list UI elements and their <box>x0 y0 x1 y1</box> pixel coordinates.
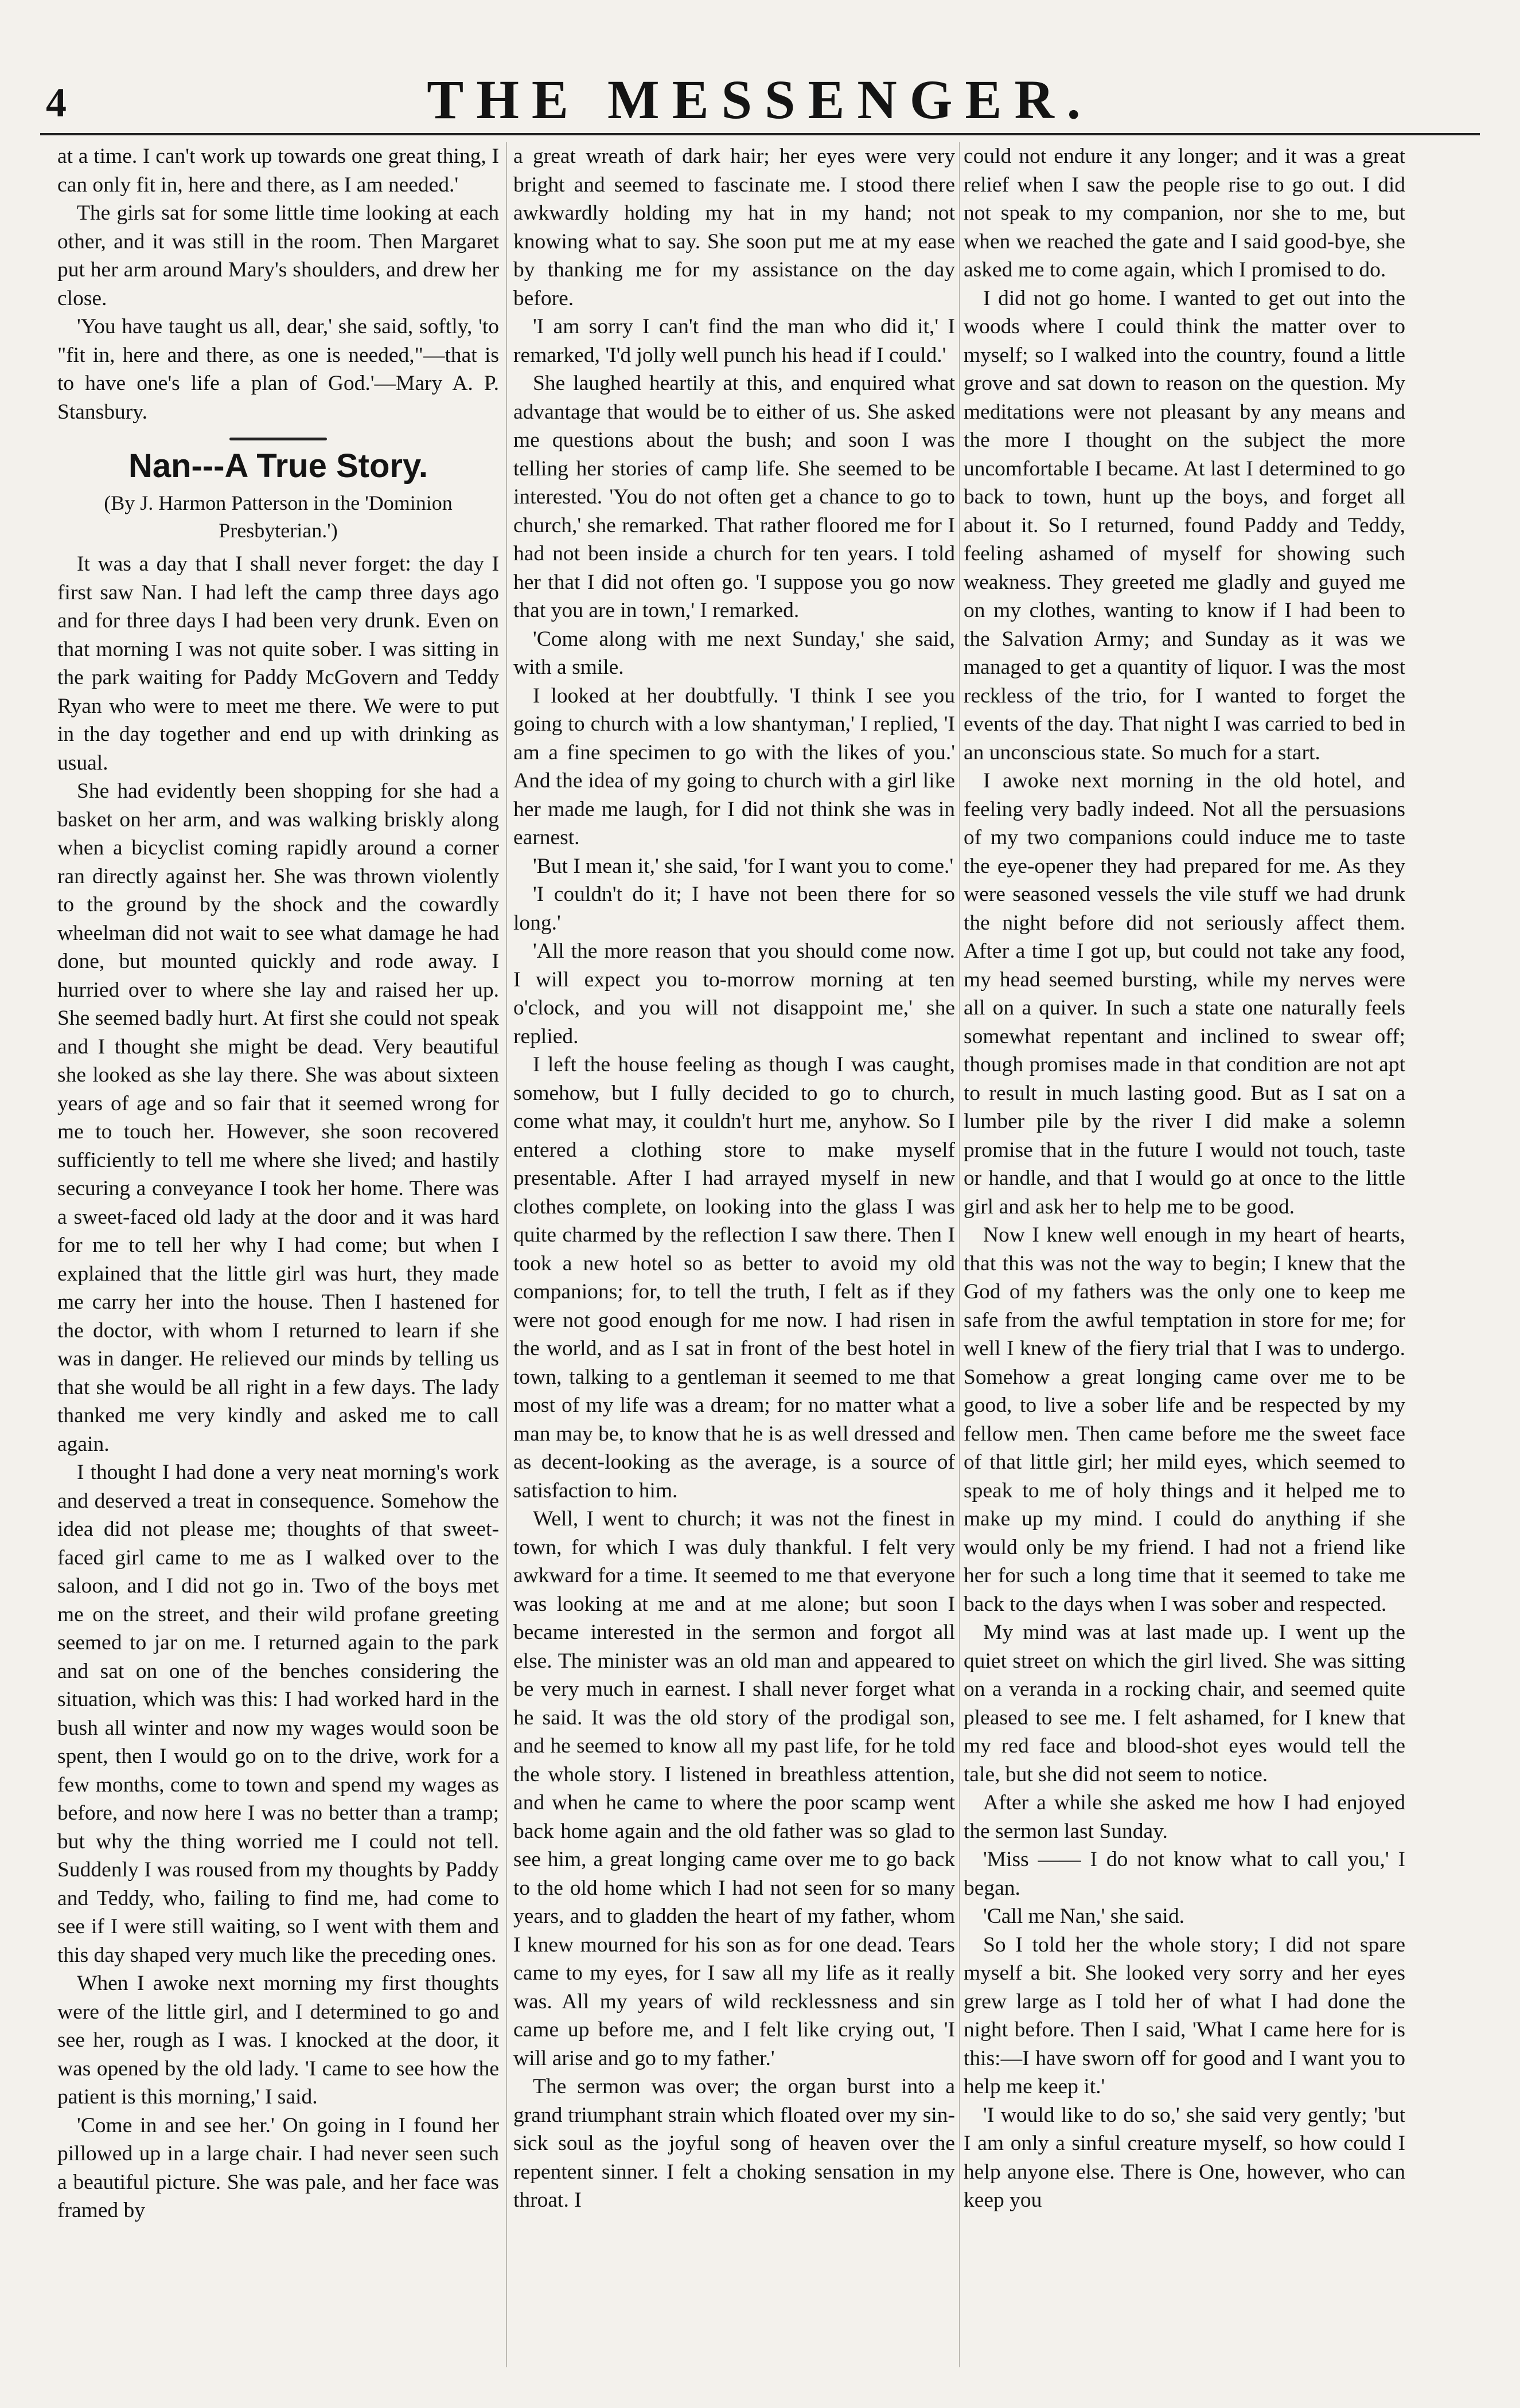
column-divider <box>506 142 507 2367</box>
column-1 <box>57 142 499 2379</box>
story-byline: (By J. Harmon Patterson in the 'Dominion Presbyterian.') <box>104 491 453 542</box>
page-number: 4 <box>46 80 67 126</box>
newspaper-title: THE MESSENGER. <box>427 69 1093 130</box>
paragraph: 'But I mean it,' she said, 'for I want you to come.' <box>533 854 954 878</box>
masthead-rule <box>40 133 1480 135</box>
paragraph: 'I would like to do so,' she said very gently; 'but I am only a sinful creature myself, so how could I help anyone else. There is One, however, who can keep you <box>964 2103 1405 2212</box>
paragraph: at a time. I can't work up towards one great thing, I can only fit in, here and there, as I am needed.' <box>57 145 499 197</box>
paragraph: When I awoke next morning my first thoughts were of the little girl, and I determined to go and see her, rough as I was. I knocked at the door, it was opened by the old lady. 'I came to see how the patient is this morning,' I said. <box>57 1972 499 2109</box>
paragraph: She laughed heartily at this, and enquired what advantage that would be to either of us. She asked me questions about the bush; and soon I was telling her stories of camp life. She seemed to be interested. 'You do not often get a chance to go to church,' she remarked. That rather floored me for I had not been inside a church for ten years. I told her that I did not often go. 'I suppose you go now that you are in town,' I remarked. <box>513 372 955 622</box>
paragraph: Well, I went to church; it was not the finest in town, for which I was duly thankful. I felt very awkward for a time. It seemed to me that everyone was looking at me and at me alone; but soon I became interested in the sermon and forgot all else. The minister was an old man and appeared to be very much in earnest. I shall never forget what he said. It was the old story of the prodigal son, and he seemed to know all my past life, for he told the whole story. I listened in breathless attention, and when he came to where the poor scamp went back home again and the old father was so glad to see him, a great longing came over me to go back to the old home which I had not seen for so many years, and to gladden the heart of my father, whom I knew mourned for his son as for one dead. Tears came to my eyes, for I saw all my life as it really was. All my years of wild recklessness and sin came up before me, and I felt like crying out, 'I will arise and go to my father.' <box>513 1507 955 2070</box>
paragraph: I did not go home. I wanted to get out into the woods where I could think the matter over to myself; so I walked into the country, found a little grove and sat down to reason on the question. My meditations were not pleasant by any means and the more I thought on the subject the more uncomfortable I became. At last I determined to go back to town, hunt up the boys, and forget all about it. So I returned, found Paddy and Teddy, feeling ashamed of myself for showing such weakness. They greeted me gladly and guyed me on my clothes, wanting to know if I had been to the Salvation Army; and Sunday as it was we managed to get a quantity of liquor. I was the most reckless of the trio, for I wanted to forget the events of the day. That night I was carried to bed in an unconscious state. So much for a start. <box>964 286 1405 764</box>
paragraph: I awoke next morning in the old hotel, and feeling very badly indeed. Not all the persuasions of my two companions could induce me to taste the eye-opener they had prepared for me. As they were seasoned vessels the vile stuff we had drunk the night before did not seriously affect them. After a time I got up, but could not take any food, my head seemed bursting, while my nerves were all on a quiver. In such a state one naturally feels somewhat repentant and inclined to swear off; though promises made in that condition are not apt to result in much lasting good. But as I sat on a lumber pile by the river I did make a solemn promise that in the future I would not touch, taste or handle, and that I would go at once to the little girl and ask her to help me to be good. <box>964 769 1405 1219</box>
paragraph: After a while she asked me how I had enjoyed the sermon last Sunday. <box>964 1791 1405 1843</box>
paragraph: a great wreath of dark hair; her eyes were very bright and seemed to fascinate me. I stood there awkwardly holding my hat in my hand; not knowing what to say. She soon put me at my ease by thanking me for my assistance on the day before. <box>513 145 955 310</box>
paragraph: 'Come along with me next Sunday,' she said, with a smile. <box>513 627 955 679</box>
story-heading <box>57 441 499 487</box>
paragraph: It was a day that I shall never forget: the day I first saw Nan. I had left the camp three days ago and for three days I had been very drunk. Even on that morning I was not quite sober. I was sitting in the park waiting for Paddy McGovern and Teddy Ryan who were to meet me there. We were to put in the day together and end up with drinking as usual. <box>57 552 499 775</box>
column-divider <box>959 142 960 2367</box>
paragraph: 'I couldn't do it; I have not been there for so long.' <box>513 883 955 935</box>
paragraph: Now I knew well enough in my heart of hearts, that this was not the way to begin; I knew that the God of my fathers was the only one to keep me safe from the awful temptation in store for me; for well I knew of the fiery trial that I was to undergo. Somehow a great longing came over me to be good, to live a sober life and be respected by my fellow men. Then came before me the sweet face of that little girl; her mild eyes, which seemed to speak to me of holy things and it helped me to make up my mind. I could do anything if she would only be my friend. I had not a friend like her for such a long time that it seemed to take me back to the days when I was sober and respected. <box>964 1223 1405 1616</box>
paragraph: 'I am sorry I can't find the man who did it,' I remarked, 'I'd jolly well punch his head if I could.' <box>513 315 955 367</box>
paragraph: My mind was at last made up. I went up the quiet street on which the girl lived. She was sitting on a veranda in a rocking chair, and seemed quite pleased to see me. I felt ashamed, for I knew that my red face and blood-shot eyes would tell the tale, but she did not seem to notice. <box>964 1621 1405 1786</box>
paragraph: The girls sat for some little time looking at each other, and it was still in the room. Then Margaret put her arm around Mary's shoulders, and drew her close. <box>57 201 499 310</box>
paragraph: The sermon was over; the organ burst into a grand triumphant strain which floated over my sin-sick soul as the joyful song of heaven over the repentent sinner. I felt a choking sensation in my throat. I <box>513 2075 955 2212</box>
paragraph: I thought I had done a very neat morning's work and deserved a treat in consequence. Somehow the idea did not please me; thoughts of that sweet-faced girl came to me as I walked over to the saloon, and I did not go in. Two of the boys met me on the street, and their wild profane greeting seemed to jar on me. I returned again to the park and sat on one of the benches considering the situation, which was this: I had worked hard in the bush all winter and now my wages would soon be spent, then I would go on to the drive, work for a few months, come to town and spend my wages as before, and now here I was no better than a tramp; but why the thing worried me I could not tell. Suddenly I was roused from my thoughts by Paddy and Teddy, who, failing to find me, had come to see if I were still waiting, so I went with them and this day shaped very much like the preceding ones. <box>57 1461 499 1967</box>
paragraph: 'Come in and see her.' On going in I found her pillowed up in a large chair. I had never seen such a beautiful picture. She was pale, and her face was framed by <box>57 2113 499 2222</box>
paragraph: I looked at her doubtfully. 'I think I see you going to church with a low shantyman,' I replied, 'I am a fine specimen to go with the likes of you.' And the idea of my going to church with a girl like her made me laugh, for I did not think she was in earnest. <box>513 684 955 849</box>
story-title: Nan---A True Story. <box>128 447 428 485</box>
masthead <box>40 68 1480 131</box>
paragraph: She had evidently been shopping for she had a basket on her arm, and was walking briskly along when a bicyclist coming rapidly around a corner ran directly against her. She was thrown violently to the ground by the shock and the cowardly wheelman did not wait to see what damage he had done, but mounted quickly and rode away. I hurried over to where she lay and raised her up. She seemed badly hurt. At first she could not speak and I thought she might be dead. Very beautiful she looked as she lay there. She was about sixteen years of age and so fair that it seemed wrong for me to touch her. However, she soon recovered sufficiently to tell me where she lived; and hastily securing a conveyance I took her home. There was a sweet-faced old lady at the door and it was hard for me to tell her why I had come; but when I explained that the little girl was hurt, they made me carry her into the house. Then I hastened for the doctor, with whom I returned to learn if she was in danger. He relieved our minds by telling us that she would be all right in a few days. The lady thanked me very kindly and asked me to call again. <box>57 779 499 1456</box>
paragraph: 'Call me Nan,' she said. <box>983 1904 1184 1928</box>
column-3 <box>964 142 1405 2379</box>
column-2 <box>513 142 955 2379</box>
paragraph: I left the house feeling as though I was caught, somehow, but I fully decided to go to church, come what may, it couldn't hurt me, anyhow. So I entered a clothing store to make myself presentable. After I had arrayed myself in new clothes complete, on looking into the glass I was quite charmed by the reflection I saw there. Then I took a new hotel so as better to avoid my old companions; for, to tell the truth, I felt as if they were not good enough for me now. I had risen in the world, and as I sat in front of the best hotel in town, talking to a gentleman it seemed to me that most of my life was a dream; for no matter what a man may be, to know that he is as well dressed and as decent-looking as the average, is a source of satisfaction to him. <box>513 1053 955 1502</box>
paragraph: could not endure it any longer; and it was a great relief when I saw the people rise to go out. I did not speak to my companion, nor she to me, but when we reached the gate and I said good-bye, she asked me to come again, which I promised to do. <box>964 145 1405 282</box>
paragraph: 'You have taught us all, dear,' she said, softly, 'to "fit in, here and there, as one is needed,"—that is to have one's life a plan of God.'—Mary A. P. Stansbury. <box>57 315 499 424</box>
paragraph: 'Miss —— I do not know what to call you,' I began. <box>964 1848 1405 1900</box>
paragraph: 'All the more reason that you should come now. I will expect you to-morrow morning at ten o'clock, and you will not disappoint me,' she replied. <box>513 939 955 1048</box>
paragraph: So I told her the whole story; I did not spare myself a bit. She looked very sorry and her eyes grew large as I told her of what I had done the night before. Then I said, 'What I came here for is this:—I have sworn off for good and I want you to help me keep it.' <box>964 1933 1405 2098</box>
